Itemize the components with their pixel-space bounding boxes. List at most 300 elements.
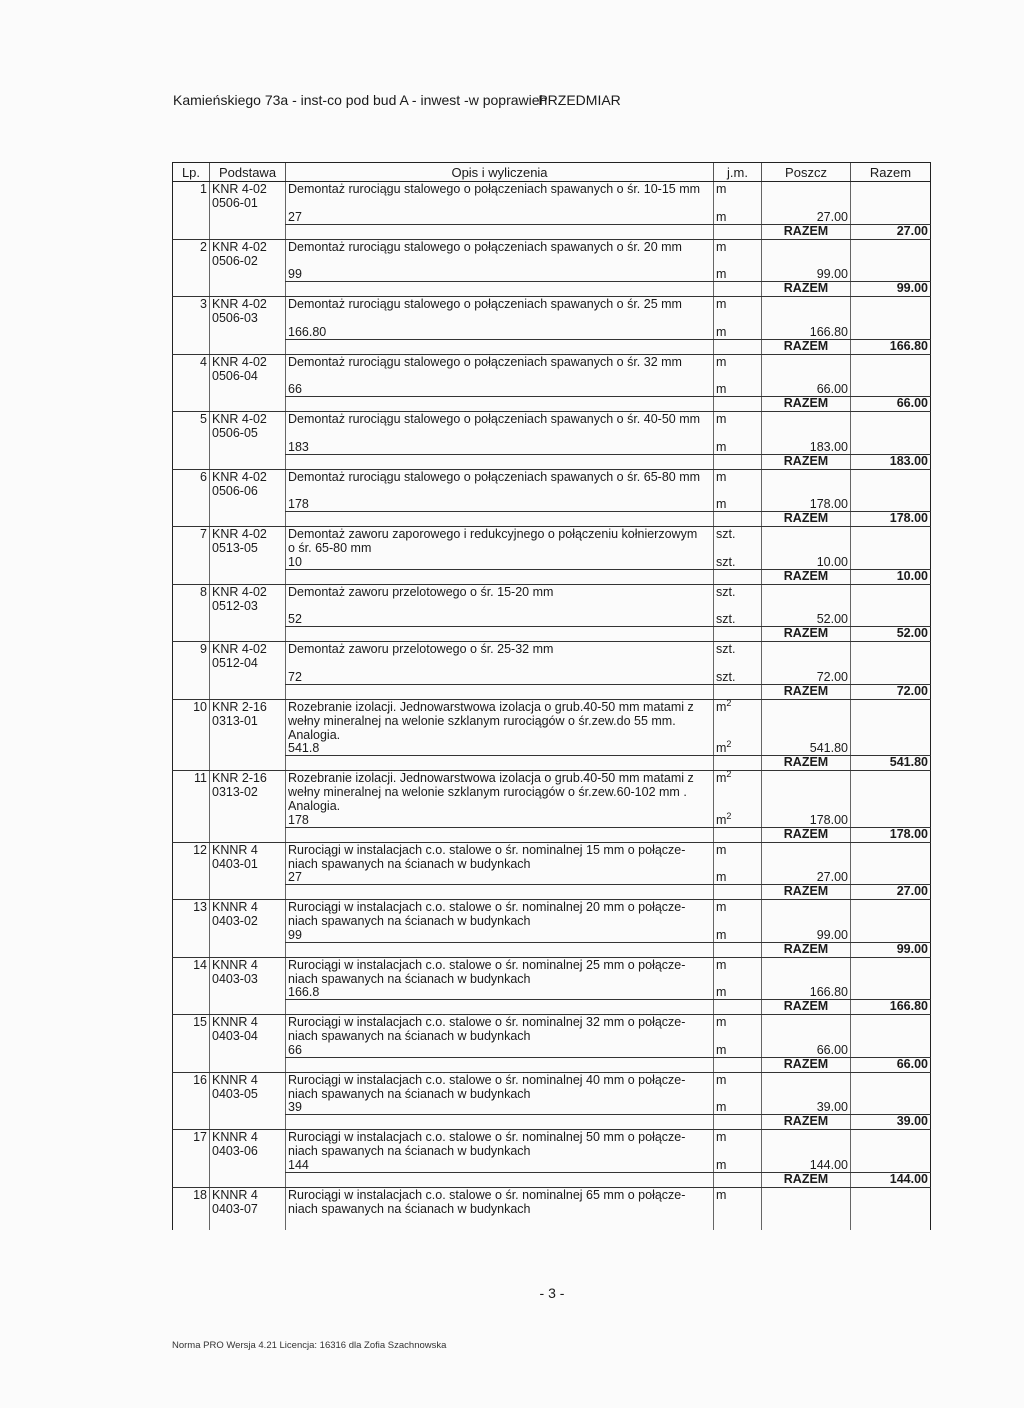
item-poszcz xyxy=(762,297,851,312)
item-lp xyxy=(173,282,210,297)
item-razem: 178.00 xyxy=(851,512,931,527)
item-poszcz xyxy=(762,354,851,369)
item-razem xyxy=(851,728,931,742)
item-podstawa xyxy=(210,670,286,684)
item-poszcz: 66.00 xyxy=(762,1043,851,1057)
item-poszcz: 166.80 xyxy=(762,986,851,1000)
item-jm: m xyxy=(714,412,762,427)
item-sum-row xyxy=(173,942,931,957)
item-lp xyxy=(173,914,210,928)
item-razem xyxy=(851,1216,931,1230)
item-opis xyxy=(286,569,714,584)
item-razem xyxy=(851,1158,931,1172)
item-podstawa: KNR 4-02 xyxy=(210,354,286,369)
item-poszcz xyxy=(762,642,851,657)
item-podstawa: 0313-01 xyxy=(210,714,286,728)
item-lp xyxy=(173,857,210,871)
item-jm xyxy=(714,311,762,325)
item-lp xyxy=(173,627,210,642)
item-desc-row xyxy=(173,254,931,268)
item-lp xyxy=(173,268,210,282)
item-jm: m xyxy=(714,182,762,197)
item-razem xyxy=(851,555,931,569)
item-poszcz xyxy=(762,239,851,254)
item-poszcz xyxy=(762,1087,851,1101)
item-poszcz xyxy=(762,785,851,799)
item-sum-row xyxy=(173,454,931,469)
item-razem xyxy=(851,900,931,915)
item-poszcz xyxy=(762,599,851,613)
sum-label: RAZEM xyxy=(762,684,851,699)
item-jm: m xyxy=(714,469,762,484)
item-razem: 183.00 xyxy=(851,454,931,469)
item-podstawa: 0403-04 xyxy=(210,1029,286,1043)
item-opis: wełny mineralnej na welonie szklanym rurociągów o śr.zew.60-102 mm . xyxy=(286,785,714,799)
item-sum-row xyxy=(173,282,931,297)
item-jm: m xyxy=(714,325,762,339)
item-desc-row xyxy=(173,642,931,657)
item-lp xyxy=(173,311,210,325)
item-podstawa xyxy=(210,440,286,454)
item-jm: m xyxy=(714,1072,762,1087)
item-razem: 166.80 xyxy=(851,339,931,354)
item-opis xyxy=(286,454,714,469)
item-jm xyxy=(714,728,762,742)
item-desc-row xyxy=(173,699,931,714)
item-opis xyxy=(286,196,714,210)
item-lp xyxy=(173,498,210,512)
item-podstawa xyxy=(210,383,286,397)
item-lp xyxy=(173,742,210,756)
item-poszcz xyxy=(762,1029,851,1043)
item-opis: Rozebranie izolacji. Jednowarstwowa izolacja o grub.40-50 mm matami z xyxy=(286,699,714,714)
sum-label: RAZEM xyxy=(762,224,851,239)
item-podstawa xyxy=(210,756,286,771)
item-jm: m xyxy=(714,1158,762,1172)
item-desc-row xyxy=(173,972,931,986)
item-razem xyxy=(851,972,931,986)
item-lp xyxy=(173,756,210,771)
item-podstawa xyxy=(210,1115,286,1130)
item-sum-row xyxy=(173,224,931,239)
item-razem xyxy=(851,1043,931,1057)
item-lp: 7 xyxy=(173,527,210,542)
item-jm xyxy=(714,1029,762,1043)
item-lp xyxy=(173,1043,210,1057)
item-desc-row xyxy=(173,311,931,325)
col-poszcz-header: Poszcz xyxy=(762,163,851,182)
item-podstawa xyxy=(210,613,286,627)
item-lp xyxy=(173,972,210,986)
item-opis xyxy=(286,1115,714,1130)
item-podstawa xyxy=(210,742,286,756)
item-lp xyxy=(173,254,210,268)
item-wyliczenie: 27 xyxy=(286,210,714,224)
item-poszcz xyxy=(762,771,851,786)
item-opis: niach spawanych na ścianach w budynkach xyxy=(286,1087,714,1101)
item-razem xyxy=(851,1187,931,1202)
item-jm xyxy=(714,541,762,555)
item-podstawa: 0513-05 xyxy=(210,541,286,555)
item-razem xyxy=(851,670,931,684)
item-desc-row xyxy=(173,900,931,915)
item-poszcz xyxy=(762,584,851,599)
item-podstawa xyxy=(210,498,286,512)
item-opis xyxy=(286,1000,714,1015)
item-poszcz xyxy=(762,527,851,542)
item-razem xyxy=(851,1202,931,1216)
item-jm xyxy=(714,972,762,986)
item-lp xyxy=(173,339,210,354)
item-razem xyxy=(851,986,931,1000)
item-desc-row xyxy=(173,1144,931,1158)
item-razem xyxy=(851,1029,931,1043)
item-poszcz xyxy=(762,714,851,728)
item-desc-row xyxy=(173,182,931,197)
item-lp xyxy=(173,986,210,1000)
item-jm xyxy=(714,942,762,957)
item-lp xyxy=(173,1216,210,1230)
item-jm: $m^2$ xyxy=(714,699,762,714)
item-opis xyxy=(286,885,714,900)
item-wyliczenie: 166.80 xyxy=(286,325,714,339)
item-lp: 1 xyxy=(173,182,210,197)
sum-label: RAZEM xyxy=(762,885,851,900)
item-razem xyxy=(851,742,931,756)
item-podstawa xyxy=(210,1158,286,1172)
item-desc-row xyxy=(173,1187,931,1202)
item-poszcz xyxy=(762,484,851,498)
item-podstawa: KNNR 4 xyxy=(210,1072,286,1087)
item-razem xyxy=(851,613,931,627)
table-body xyxy=(173,182,931,1230)
item-jm: m xyxy=(714,354,762,369)
item-wyliczenie: 66 xyxy=(286,1043,714,1057)
item-razem xyxy=(851,714,931,728)
item-jm: m xyxy=(714,1015,762,1030)
item-podstawa xyxy=(210,871,286,885)
item-lp: 15 xyxy=(173,1015,210,1030)
item-opis: niach spawanych na ścianach w budynkach xyxy=(286,1029,714,1043)
item-wyliczenie: 183 xyxy=(286,440,714,454)
item-podstawa xyxy=(210,397,286,412)
item-desc-row xyxy=(173,714,931,728)
item-podstawa: KNR 4-02 xyxy=(210,297,286,312)
item-opis xyxy=(286,369,714,383)
item-poszcz xyxy=(762,1202,851,1216)
item-desc-row xyxy=(173,728,931,742)
item-lp xyxy=(173,555,210,569)
item-poszcz xyxy=(762,541,851,555)
item-wyliczenie: 72 xyxy=(286,670,714,684)
item-podstawa xyxy=(210,827,286,842)
item-poszcz: 39.00 xyxy=(762,1101,851,1115)
unit-exponent: 2 xyxy=(726,697,732,708)
item-podstawa xyxy=(210,928,286,942)
item-razem xyxy=(851,325,931,339)
item-desc-row xyxy=(173,1015,931,1030)
item-wyliczenie: 99 xyxy=(286,268,714,282)
item-quantity-row xyxy=(173,268,931,282)
item-razem xyxy=(851,857,931,871)
item-podstawa: 0512-03 xyxy=(210,599,286,613)
item-podstawa xyxy=(210,512,286,527)
item-razem: 166.80 xyxy=(851,1000,931,1015)
item-podstawa: KNR 4-02 xyxy=(210,642,286,657)
sum-label: RAZEM xyxy=(762,1172,851,1187)
item-razem xyxy=(851,871,931,885)
item-jm: m xyxy=(714,1130,762,1145)
item-lp xyxy=(173,714,210,728)
item-poszcz xyxy=(762,799,851,813)
item-lp xyxy=(173,827,210,842)
item-jm xyxy=(714,1172,762,1187)
item-desc-row xyxy=(173,656,931,670)
item-desc-row xyxy=(173,914,931,928)
item-quantity-row xyxy=(173,986,931,1000)
item-opis xyxy=(286,282,714,297)
item-podstawa: 0506-05 xyxy=(210,426,286,440)
item-poszcz: 541.80 xyxy=(762,742,851,756)
item-podstawa: KNR 4-02 xyxy=(210,412,286,427)
item-opis xyxy=(286,827,714,842)
item-quantity-row xyxy=(173,1216,931,1230)
item-podstawa xyxy=(210,1172,286,1187)
item-opis xyxy=(286,656,714,670)
item-poszcz: 99.00 xyxy=(762,928,851,942)
item-jm xyxy=(714,857,762,871)
item-jm xyxy=(714,339,762,354)
item-lp xyxy=(173,196,210,210)
item-jm: m xyxy=(714,1187,762,1202)
item-podstawa: 0506-02 xyxy=(210,254,286,268)
item-quantity-row xyxy=(173,1043,931,1057)
sum-label: RAZEM xyxy=(762,756,851,771)
item-opis: Demontaż rurociągu stalowego o połączeniach spawanych o śr. 10-15 mm xyxy=(286,182,714,197)
item-razem xyxy=(851,1144,931,1158)
item-lp xyxy=(173,484,210,498)
item-lp xyxy=(173,1087,210,1101)
item-podstawa: KNR 4-02 xyxy=(210,584,286,599)
item-quantity-row xyxy=(173,325,931,339)
item-jm xyxy=(714,484,762,498)
item-opis: Analogia. xyxy=(286,728,714,742)
item-poszcz: 178.00 xyxy=(762,813,851,827)
item-lp xyxy=(173,799,210,813)
item-podstawa: 0403-06 xyxy=(210,1144,286,1158)
item-podstawa xyxy=(210,282,286,297)
item-poszcz: 178.00 xyxy=(762,498,851,512)
item-opis: Rurociągi w instalacjach c.o. stalowe o śr. nominalnej 65 mm o połącze- xyxy=(286,1187,714,1202)
item-podstawa xyxy=(210,1216,286,1230)
item-podstawa: 0313-02 xyxy=(210,785,286,799)
item-jm xyxy=(714,714,762,728)
item-razem xyxy=(851,469,931,484)
item-lp xyxy=(173,871,210,885)
item-lp xyxy=(173,885,210,900)
item-razem: 66.00 xyxy=(851,1057,931,1072)
item-razem xyxy=(851,642,931,657)
item-podstawa: 0506-04 xyxy=(210,369,286,383)
item-podstawa: 0403-05 xyxy=(210,1087,286,1101)
item-quantity-row xyxy=(173,1101,931,1115)
item-razem xyxy=(851,1130,931,1145)
item-quantity-row xyxy=(173,813,931,827)
item-lp xyxy=(173,1202,210,1216)
item-poszcz xyxy=(762,412,851,427)
item-lp: 5 xyxy=(173,412,210,427)
item-opis: Demontaż zaworu zaporowego i redukcyjnego o połączeniu kołnierzowym xyxy=(286,527,714,542)
item-jm: $m^2$ xyxy=(714,771,762,786)
item-podstawa xyxy=(210,942,286,957)
item-poszcz xyxy=(762,728,851,742)
item-jm xyxy=(714,512,762,527)
item-poszcz xyxy=(762,957,851,972)
item-quantity-row xyxy=(173,670,931,684)
item-desc-row xyxy=(173,1072,931,1087)
item-desc-row xyxy=(173,412,931,427)
item-razem xyxy=(851,210,931,224)
item-podstawa: KNR 4-02 xyxy=(210,527,286,542)
item-podstawa: 0506-01 xyxy=(210,196,286,210)
item-razem: 541.80 xyxy=(851,756,931,771)
item-razem xyxy=(851,527,931,542)
item-podstawa xyxy=(210,268,286,282)
item-razem xyxy=(851,799,931,813)
item-jm: szt. xyxy=(714,670,762,684)
item-opis: Demontaż rurociągu stalowego o połączeniach spawanych o śr. 65-80 mm xyxy=(286,469,714,484)
item-jm xyxy=(714,914,762,928)
przedmiar-table xyxy=(172,162,931,1230)
item-opis: wełny mineralnej na welonie szklanym rurociągów o śr.zew.do 55 mm. xyxy=(286,714,714,728)
item-podstawa xyxy=(210,627,286,642)
item-lp xyxy=(173,1144,210,1158)
item-razem xyxy=(851,426,931,440)
item-lp xyxy=(173,210,210,224)
sum-label: RAZEM xyxy=(762,627,851,642)
item-opis: Demontaż rurociągu stalowego o połączeniach spawanych o śr. 32 mm xyxy=(286,354,714,369)
item-opis: Demontaż rurociągu stalowego o połączeniach spawanych o śr. 25 mm xyxy=(286,297,714,312)
item-desc-row xyxy=(173,426,931,440)
item-podstawa: KNNR 4 xyxy=(210,1015,286,1030)
item-podstawa: KNR 4-02 xyxy=(210,469,286,484)
sum-label: RAZEM xyxy=(762,569,851,584)
item-desc-row xyxy=(173,527,931,542)
item-lp xyxy=(173,613,210,627)
item-lp xyxy=(173,656,210,670)
item-jm xyxy=(714,656,762,670)
item-wyliczenie: 144 xyxy=(286,1158,714,1172)
item-jm: m xyxy=(714,210,762,224)
item-poszcz xyxy=(762,1130,851,1145)
item-razem: 72.00 xyxy=(851,684,931,699)
unit-exponent: 2 xyxy=(726,768,732,779)
item-poszcz: 72.00 xyxy=(762,670,851,684)
item-poszcz xyxy=(762,1216,851,1230)
item-jm xyxy=(714,599,762,613)
item-desc-row xyxy=(173,771,931,786)
table-header-row xyxy=(173,163,931,182)
item-lp: 8 xyxy=(173,584,210,599)
item-lp xyxy=(173,1057,210,1072)
item-opis xyxy=(286,397,714,412)
item-poszcz xyxy=(762,469,851,484)
item-razem: 99.00 xyxy=(851,282,931,297)
item-poszcz xyxy=(762,914,851,928)
item-desc-row xyxy=(173,1130,931,1145)
item-sum-row xyxy=(173,1000,931,1015)
item-razem: 10.00 xyxy=(851,569,931,584)
item-jm xyxy=(714,684,762,699)
item-wyliczenie: 166.8 xyxy=(286,986,714,1000)
item-lp xyxy=(173,684,210,699)
item-razem xyxy=(851,1015,931,1030)
item-lp xyxy=(173,512,210,527)
item-opis: Rurociągi w instalacjach c.o. stalowe o śr. nominalnej 20 mm o połącze- xyxy=(286,900,714,915)
item-sum-row xyxy=(173,756,931,771)
item-razem xyxy=(851,1087,931,1101)
item-desc-row xyxy=(173,599,931,613)
item-sum-row xyxy=(173,339,931,354)
item-opis: Demontaż zaworu przelotowego o śr. 15-20 mm xyxy=(286,584,714,599)
item-jm: szt. xyxy=(714,642,762,657)
item-razem xyxy=(851,541,931,555)
software-footer: Norma PRO Wersja 4.21 Licencja: 16316 dla Zofia Szachnowska xyxy=(172,1340,447,1351)
item-lp xyxy=(173,1101,210,1115)
item-poszcz xyxy=(762,1187,851,1202)
item-poszcz: 52.00 xyxy=(762,613,851,627)
item-razem xyxy=(851,297,931,312)
item-lp xyxy=(173,1158,210,1172)
item-poszcz xyxy=(762,311,851,325)
item-quantity-row xyxy=(173,555,931,569)
item-lp xyxy=(173,670,210,684)
item-podstawa xyxy=(210,1043,286,1057)
item-jm xyxy=(714,397,762,412)
item-desc-row xyxy=(173,1087,931,1101)
item-opis xyxy=(286,426,714,440)
document-title: Kamieńskiego 73a - inst-co pod bud A - inwest -w poprawieh xyxy=(173,92,548,108)
item-lp: 13 xyxy=(173,900,210,915)
item-jm xyxy=(714,369,762,383)
item-jm: m xyxy=(714,871,762,885)
item-poszcz xyxy=(762,857,851,871)
item-desc-row xyxy=(173,369,931,383)
item-razem xyxy=(851,584,931,599)
item-opis: Analogia. xyxy=(286,799,714,813)
item-jm: szt. xyxy=(714,555,762,569)
item-jm xyxy=(714,454,762,469)
item-jm: m xyxy=(714,928,762,942)
item-razem xyxy=(851,771,931,786)
item-wyliczenie: 10 xyxy=(286,555,714,569)
item-wyliczenie: 178 xyxy=(286,813,714,827)
item-podstawa xyxy=(210,569,286,584)
item-lp: 11 xyxy=(173,771,210,786)
item-jm: m xyxy=(714,498,762,512)
item-lp xyxy=(173,813,210,827)
item-lp: 14 xyxy=(173,957,210,972)
item-jm: m xyxy=(714,383,762,397)
item-podstawa: 0403-03 xyxy=(210,972,286,986)
sum-label: RAZEM xyxy=(762,339,851,354)
item-lp xyxy=(173,928,210,942)
item-poszcz xyxy=(762,900,851,915)
item-podstawa xyxy=(210,728,286,742)
item-podstawa: 0506-03 xyxy=(210,311,286,325)
item-poszcz: 183.00 xyxy=(762,440,851,454)
item-poszcz xyxy=(762,196,851,210)
